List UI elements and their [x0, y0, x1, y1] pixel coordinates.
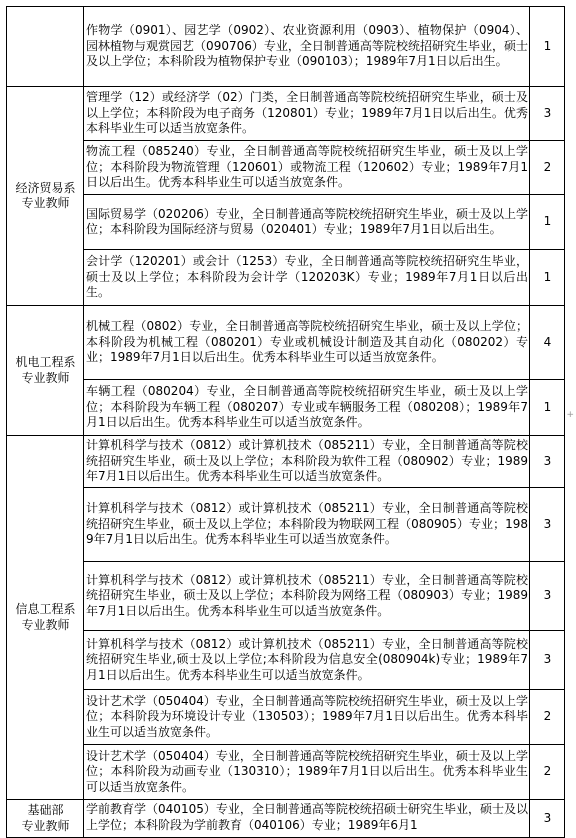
requirement-cell: 车辆工程（080204）专业，全日制普通高等院校统招研究生毕业，硕士及以上学位；本科阶段为车辆工程（080207）专业或车辆服务工程（080208）；1989年7月1日以后出生。优秀本科毕业生可以适当放宽条件。: [84, 380, 530, 436]
side-mark: +: [566, 410, 574, 420]
requirement-cell: 设计艺术学（050404）专业，全日制普通高等院校统招研究生毕业，硕士及以上学位；本科阶段为动画专业（130310）；1989年7月1日以后出生。优秀本科毕业生可以适当放宽条件。: [84, 745, 530, 800]
headcount-cell: 3: [530, 631, 565, 690]
table-row: [7, 745, 565, 800]
requirement-cell: 设计艺术学（050404）专业，全日制普通高等院校统招研究生毕业，硕士及以上学位；本科阶段为环境设计专业（130503）；1989年7月1日以后出生。优秀本科毕业生可以适当放宽条件。: [84, 690, 530, 745]
requirement-text: 学前教育学（040105）专业，全日制普通高等院校统招硕士研究生毕业，硕士及以上学位；本科阶段为学前教育（040106）专业；1989年6月1: [86, 802, 528, 832]
requirement-cell: 会计学（120201）或会计（1253）专业，全日制普通高等院校统招研究生毕业，硕士及以上学位；本科阶段为会计学（120203K）专业；1989年7月1日以后出生。: [84, 250, 530, 306]
headcount-cell: 3: [530, 488, 565, 562]
table-row: [7, 488, 565, 562]
headcount-cell: 3: [530, 87, 565, 141]
department-cell: 信息工程系 专业教师: [7, 436, 84, 800]
requirement-cell: 计算机科学与技术（0812）或计算机技术（085211）专业，全日制普通高等院校统招研究生毕业，硕士及以上学位；本科阶段为物联网工程（080905）专业；1989年7月1日以后出生。优秀本科毕业生可以适当放宽条件。: [84, 488, 530, 562]
requirement-cell: 国际贸易学（020206）专业，全日制普通高等院校统招研究生毕业，硕士及以上学位；本科阶段为国际经济与贸易（020401）专业；1989年7月1日以后出生。: [84, 195, 530, 250]
requirement-cell: 物流工程（085240）专业，全日制普通高等院校统招研究生毕业，硕士及以上学位；本科阶段为物流管理（120601）或物流工程（120602）专业；1989年7月1日以后出生。优秀本科毕业生可以适当放宽条件。: [84, 141, 530, 195]
department-cell: 经济贸易系 专业教师: [7, 87, 84, 306]
recruitment-table: [6, 6, 565, 838]
department-cell: 基础部 专业教师: [7, 800, 84, 838]
table-row: [7, 380, 565, 436]
headcount-cell: 2: [530, 690, 565, 745]
requirement-cell: 计算机科学与技术（0812）或计算机技术（085211）专业，全日制普通高等院校统招研究生毕业，硕士及以上学位；本科阶段为软件工程（080902）专业；1989年7月1日以后出生。优秀本科毕业生可以适当放宽条件。: [84, 436, 530, 488]
headcount-cell: 1: [530, 7, 565, 87]
requirement-cell: 作物学（0901）、园艺学（0902）、农业资源利用（0903）、植物保护（0904）、园林植物与观赏园艺（090706）专业，全日制普通高等院校统招研究生毕业，硕士及以上学位；本科阶段为植物保护专业（090103）；1989年7月1日以后出生。: [84, 7, 530, 87]
requirement-cell: 管理学（12）或经济学（02）门类，全日制普通高等院校统招研究生毕业，硕士及以上学位；本科阶段为电子商务（120801）专业；1989年7月1日以后出生。优秀本科毕业生可以适当放宽条件。: [84, 87, 530, 141]
headcount-cell: 4: [530, 306, 565, 380]
requirement-cell: 机械工程（0802）专业，全日制普通高等院校统招研究生毕业，硕士及以上学位；本科阶段为机械工程（080201）专业或机械设计制造及其自动化（080202）专业；1989年7月1日以后出生。优秀本科毕业生可以适当放宽条件。: [84, 306, 530, 380]
table-row: [7, 7, 565, 87]
recruitment-table-body: [7, 7, 565, 838]
headcount-cell: 2: [530, 141, 565, 195]
headcount-cell: 3: [530, 562, 565, 631]
headcount-cell: 3: [530, 436, 565, 488]
headcount-cell: 1: [530, 250, 565, 306]
requirement-cell: [84, 800, 530, 838]
requirement-cell: 计算机科学与技术（0812）或计算机技术（085211）专业，全日制普通高等院校统招研究生毕业,硕士及以上学位;本科阶段为信息安全(080904k)专业；1989年7月1日以后出生。优秀本科毕业生可以适当放宽条件。: [84, 631, 530, 690]
requirement-cell: 计算机科学与技术（0812）或计算机技术（085211）专业，全日制普通高等院校统招研究生毕业，硕士及以上学位；本科阶段为网络工程（080903）专业；1989年7月1日以后出生。优秀本科毕业生可以适当放宽条件。: [84, 562, 530, 631]
table-row: [7, 631, 565, 690]
table-row: [7, 562, 565, 631]
headcount-cell: 1: [530, 195, 565, 250]
department-cell: 机电工程系 专业教师: [7, 306, 84, 436]
headcount-cell: 2: [530, 745, 565, 800]
table-row: [7, 306, 565, 380]
table-row: [7, 195, 565, 250]
table-row: [7, 800, 565, 838]
table-row: [7, 690, 565, 745]
table-row: [7, 250, 565, 306]
table-row: [7, 87, 565, 141]
table-row: [7, 436, 565, 488]
headcount-cell: 1: [530, 380, 565, 436]
department-cell: [7, 7, 84, 87]
table-row: [7, 141, 565, 195]
headcount-cell: 3: [530, 800, 565, 838]
